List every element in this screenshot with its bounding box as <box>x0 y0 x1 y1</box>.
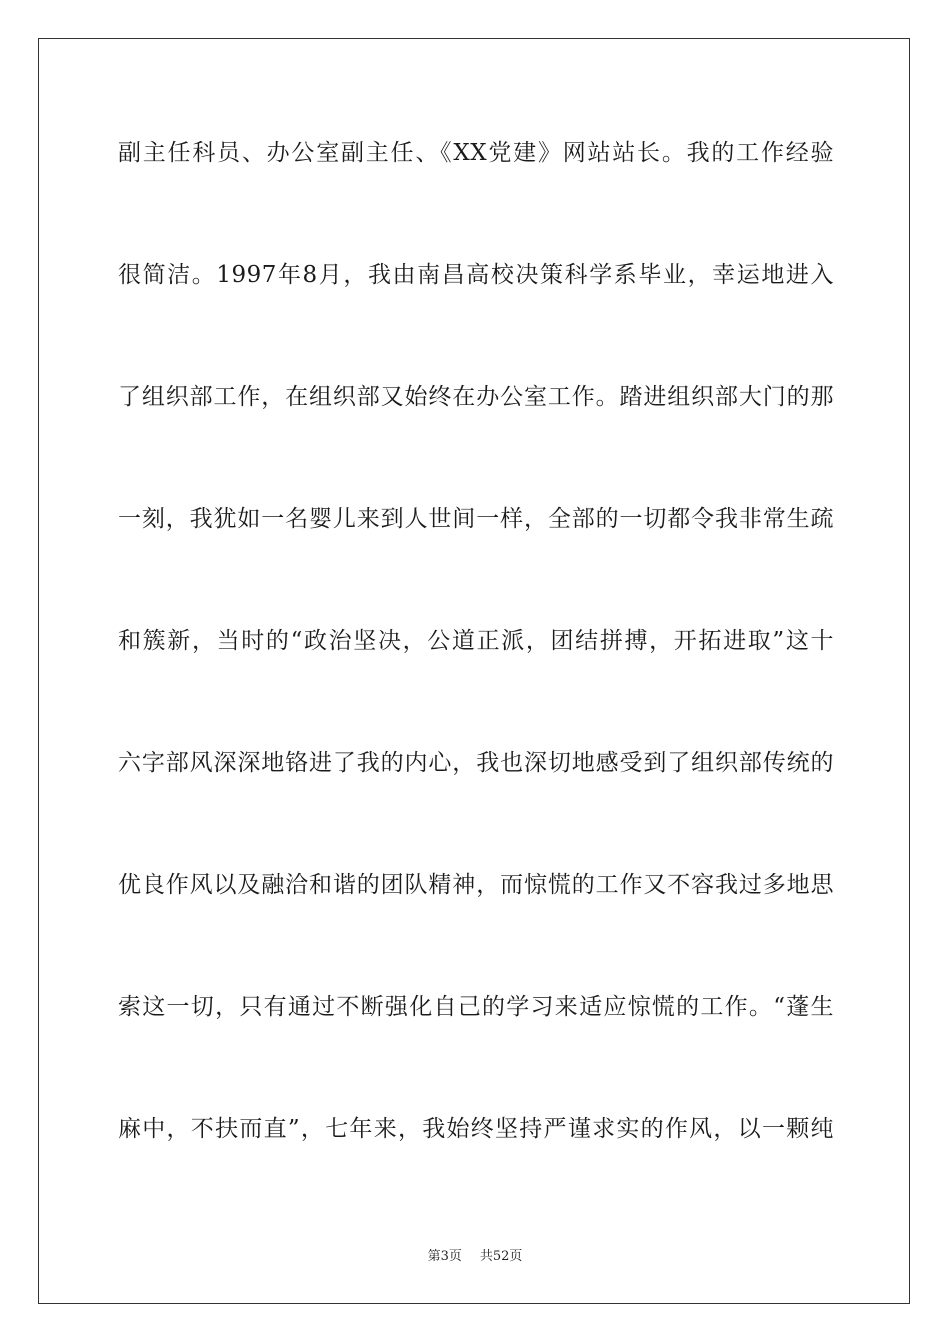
body-text-line: 副主任科员、办公室副主任、《XX党建》网站站长。我的工作经验 <box>118 140 834 166</box>
body-text-line: 六字部风深深地铬进了我的内心，我也深切地感受到了组织部传统的 <box>118 750 834 776</box>
body-text-line: 优良作风以及融洽和谐的团队精神，而惊慌的工作又不容我过多地思 <box>118 872 834 898</box>
page-number: 第3页 <box>427 1249 462 1264</box>
page-footer <box>0 1248 950 1266</box>
body-text-line: 麻中，不扶而直”，七年来，我始终坚持严谨求实的作风，以一颗纯 <box>118 1116 834 1142</box>
page-total: 共52页 <box>479 1249 523 1264</box>
body-text-line: 和簇新，当时的“政治坚决，公道正派，团结拼搏，开拓进取”这十 <box>118 628 834 654</box>
body-text-line: 索这一切，只有通过不断强化自己的学习来适应惊慌的工作。“蓬生 <box>118 994 834 1020</box>
body-text-line: 很简洁。1997年8月，我由南昌高校决策科学系毕业，幸运地进入 <box>118 262 834 288</box>
body-text-line: 了组织部工作，在组织部又始终在办公室工作。踏进组织部大门的那 <box>118 384 834 410</box>
body-text-line: 一刻，我犹如一名婴儿来到人世间一样，全部的一切都令我非常生疏 <box>118 506 834 532</box>
